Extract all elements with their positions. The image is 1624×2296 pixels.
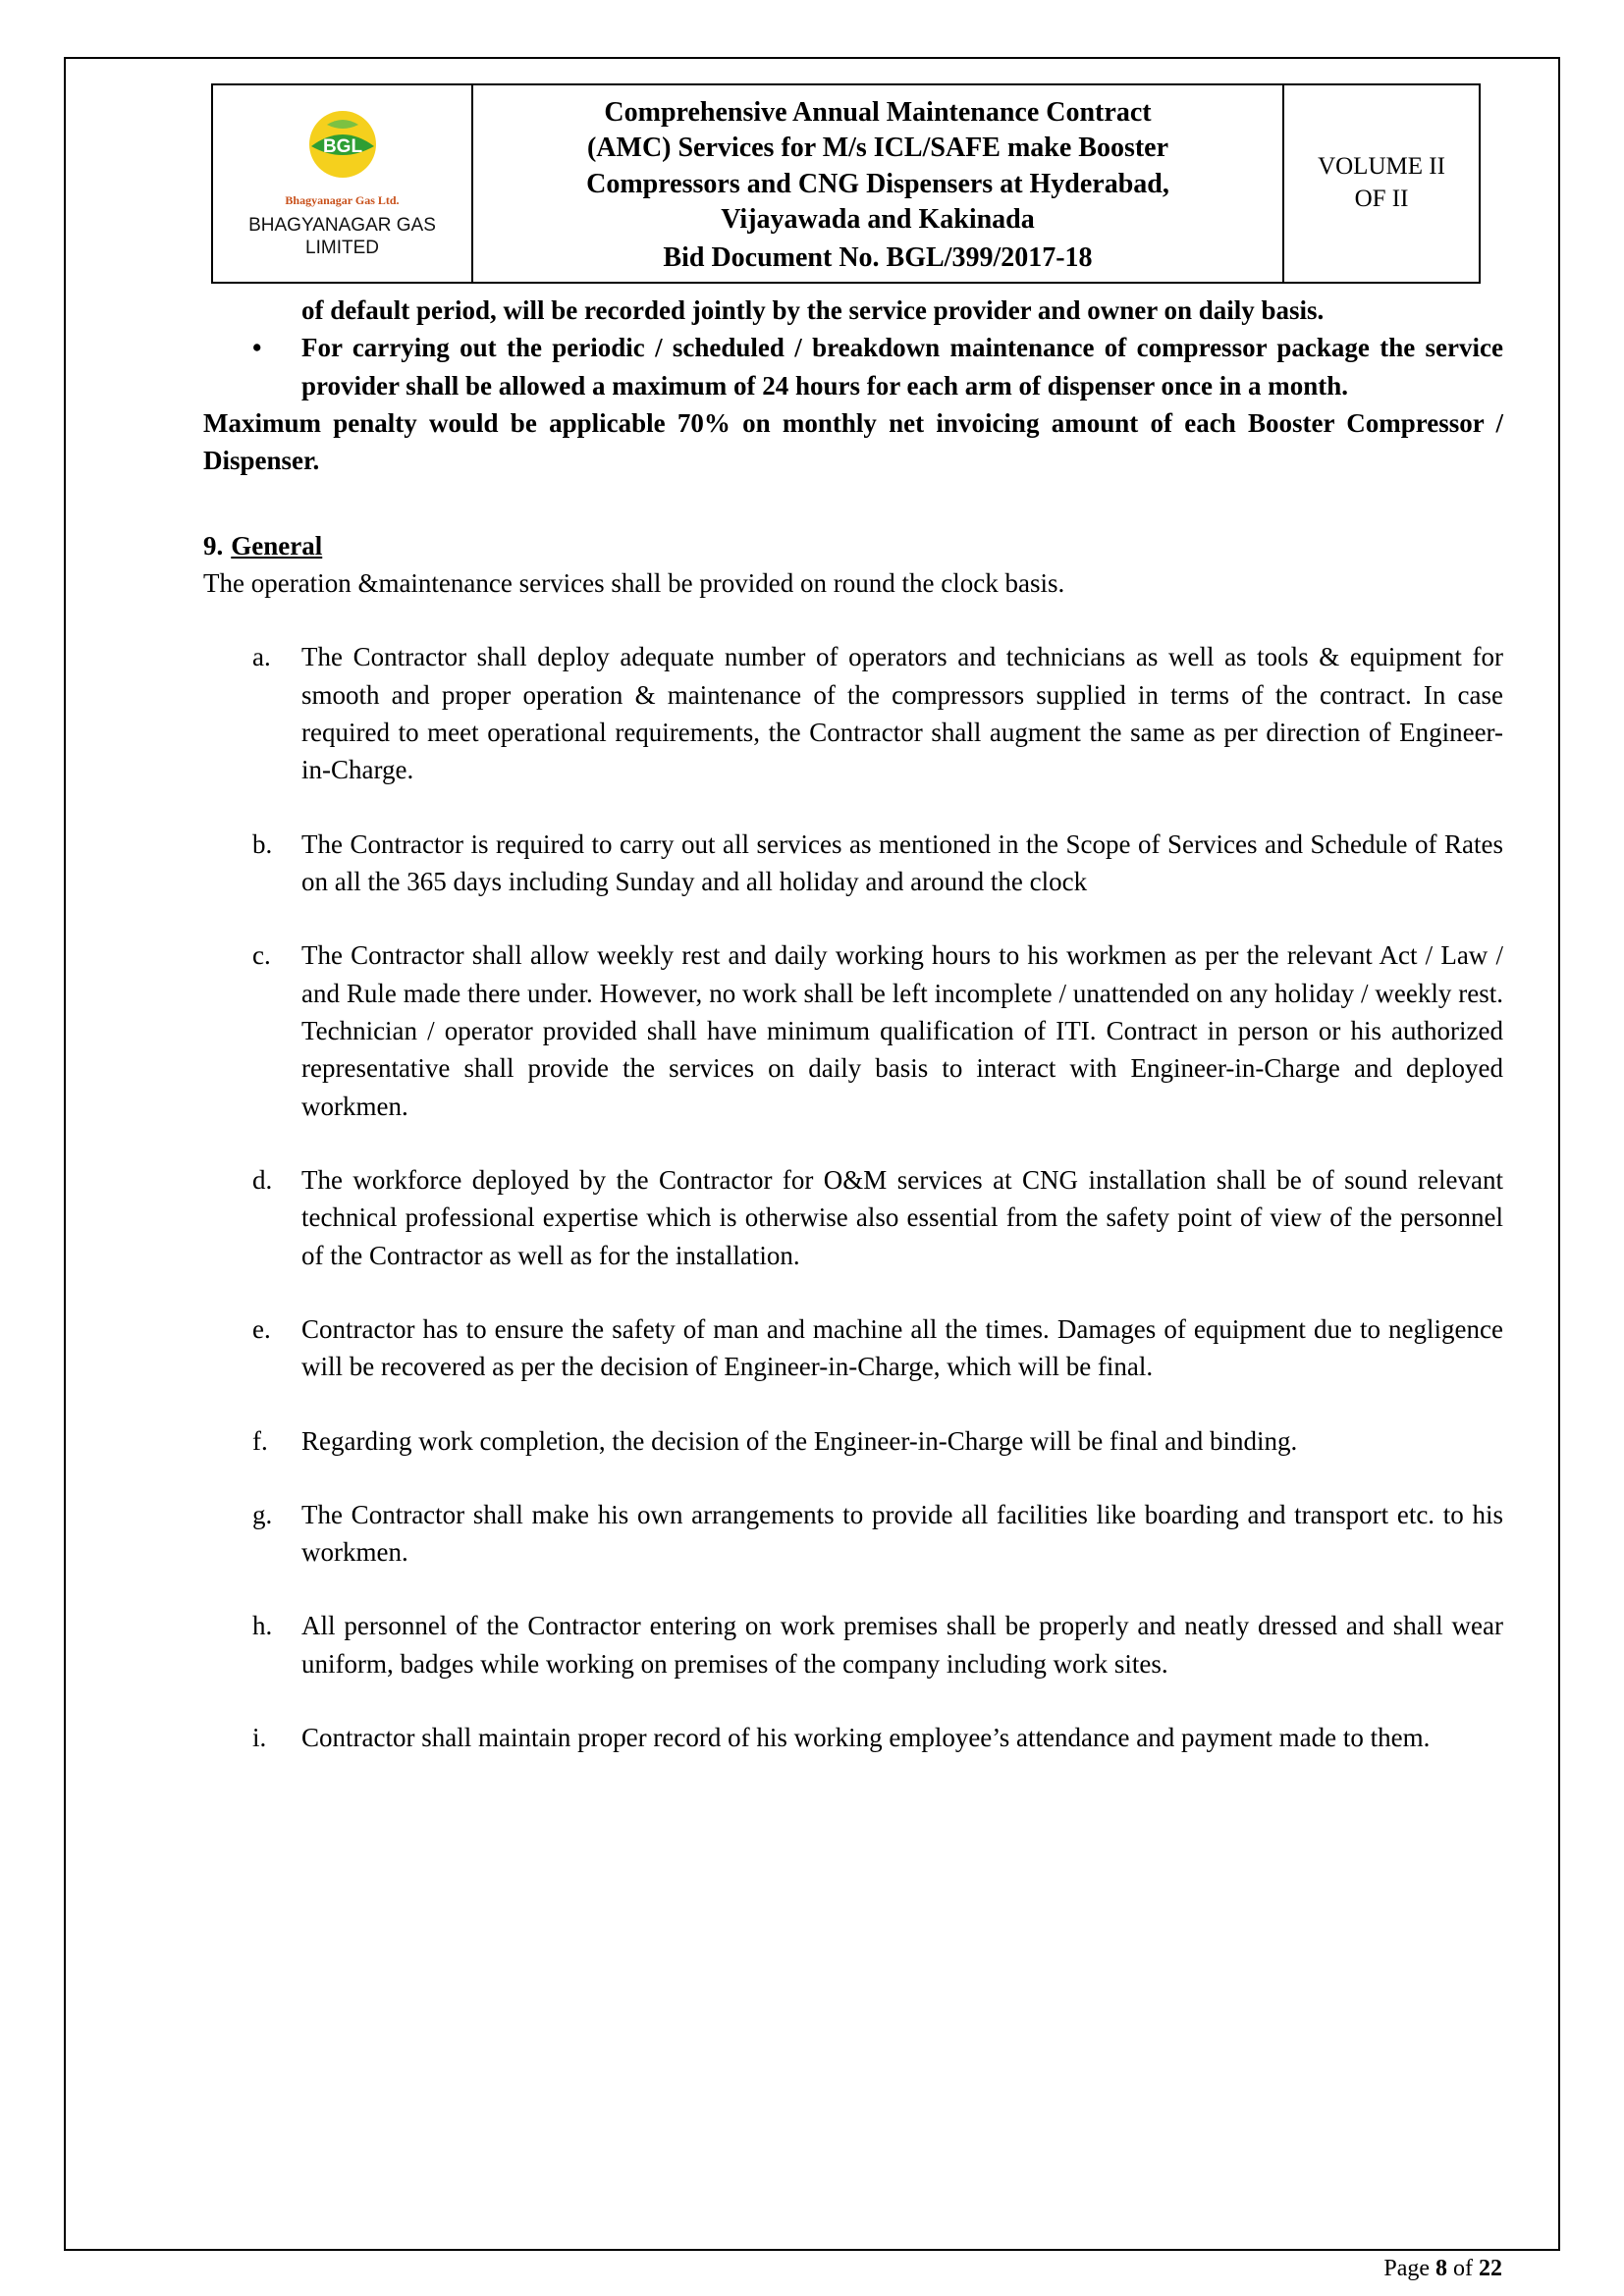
section-number: 9. [203, 530, 224, 561]
page-number: 8 [1435, 2256, 1447, 2281]
logo-cell [213, 85, 473, 282]
page-of-label: of [1447, 2256, 1479, 2281]
list-item [203, 1719, 1503, 1756]
penalty-paragraph: Maximum penalty would be applicable 70% on monthly net invoicing amount of each Booster Compressor / Dispenser. [203, 407, 1503, 476]
document-title-cell [473, 85, 1282, 282]
bullet-icon: • [252, 333, 262, 363]
volume-line2: OF II [1354, 185, 1409, 212]
list-item-label: d. [252, 1164, 273, 1195]
list-item-text: Regarding work completion, the decision of the Engineer-in-Charge will be final and binding. [301, 1425, 1298, 1456]
company-name [248, 214, 436, 261]
section-title: General [231, 530, 323, 561]
document-body [203, 292, 1503, 1757]
list-item-label: c. [252, 940, 271, 971]
document-header [211, 83, 1481, 284]
bullet-item-text: For carrying out the periodic / scheduled / breakdown maintenance of compressor package the service provider shall be allowed a maximum of 24 hours for each arm of dispenser once in a month. [301, 333, 1503, 400]
list-item-text: The Contractor shall make his own arrangements to provide all facilities like boarding and transport etc. to his workmen. [301, 1499, 1503, 1568]
list-item [203, 1161, 1503, 1274]
continuation-paragraph: of default period, will be recorded jointly by the service provider and owner on daily basis. [301, 294, 1325, 325]
document-title-line: Compressors and CNG Dispensers at Hyderabad, [586, 168, 1169, 199]
list-item-text: The Contractor is required to carry out all services as mentioned in the Scope of Services and Schedule of Rates on all the 365 days including Sunday and all holiday and around the clock [301, 828, 1503, 896]
list-item-label: e. [252, 1313, 271, 1344]
list-item-label: a. [252, 642, 271, 672]
logo-subtitle: Bhagyanagar Gas Ltd. [285, 192, 400, 207]
page-border [64, 57, 1560, 2251]
volume-cell [1282, 85, 1479, 282]
page-label: Page [1383, 2256, 1435, 2281]
list-item [203, 1422, 1503, 1460]
page-total: 22 [1479, 2256, 1502, 2281]
list-item-label: i. [252, 1723, 267, 1753]
list-item-text: Contractor has to ensure the safety of man and machine all the times. Damages of equipment due to negligence will be recovered as per the decision of Engineer-in-Charge, which will be final. [301, 1313, 1503, 1382]
list-item [203, 936, 1503, 1125]
list-item-label: b. [252, 828, 273, 859]
section-intro: The operation &maintenance services shall be provided on round the clock basis. [203, 567, 1065, 598]
list-item [203, 1496, 1503, 1572]
company-name-line2: LIMITED [305, 238, 379, 259]
list-item-text: The workforce deployed by the Contractor for O&M services at CNG installation shall be of sound relevant technical professional expertise which is otherwise also essential from the safety point of view of the personnel of the Contractor as well as for the installation. [301, 1164, 1503, 1270]
page-footer [1383, 2256, 1502, 2282]
section-heading [203, 527, 1503, 564]
list-item-text: The Contractor shall deploy adequate number of operators and technicians as well as tools & equipment for smooth and proper operation & maintenance of the compressors supplied in terms of the contract. In case required to meet operational requirements, the Contractor shall augment the same as per direction of Engineer-in-Charge. [301, 642, 1503, 785]
bgl-logo-icon [301, 107, 384, 192]
list-item-text: Contractor shall maintain proper record of his working employee’s attendance and payment made to them. [301, 1723, 1431, 1753]
bullet-item [203, 329, 1503, 404]
list-item [203, 1310, 1503, 1386]
list-item-label: g. [252, 1499, 273, 1529]
document-title-line: (AMC) Services for M/s ICL/SAFE make Booster [586, 133, 1169, 164]
company-name-line1: BHAGYANAGAR GAS [248, 214, 436, 236]
document-title-line: Comprehensive Annual Maintenance Contract [604, 97, 1152, 128]
list-item-text: The Contractor shall allow weekly rest and daily working hours to his workmen as per the relevant Act / Law / and Rule made there under. However, no work shall be left incomplete / unattended on any holiday / weekly rest. Technician / operator provided shall have minimum qualification of ITI. Contract in person or his authorized representative shall provide the services on daily basis to interact with Engineer-in-Charge and deployed workmen. [301, 940, 1503, 1121]
bid-document-number: Bid Document No. BGL/399/2017-18 [663, 241, 1093, 273]
list-item-label: f. [252, 1425, 268, 1456]
list-item-text: All personnel of the Contractor entering on work premises shall be properly and neatly dressed and shall wear uniform, badges while working on premises of the company including work sites. [301, 1611, 1503, 1679]
document-title-line: Vijayawada and Kakinada [721, 204, 1035, 236]
list-item [203, 826, 1503, 901]
list-item [203, 1607, 1503, 1682]
volume-line1: VOLUME II [1318, 153, 1445, 181]
logo-monogram: BGL [322, 135, 362, 157]
list-item [203, 638, 1503, 788]
list-item-label: h. [252, 1611, 273, 1641]
